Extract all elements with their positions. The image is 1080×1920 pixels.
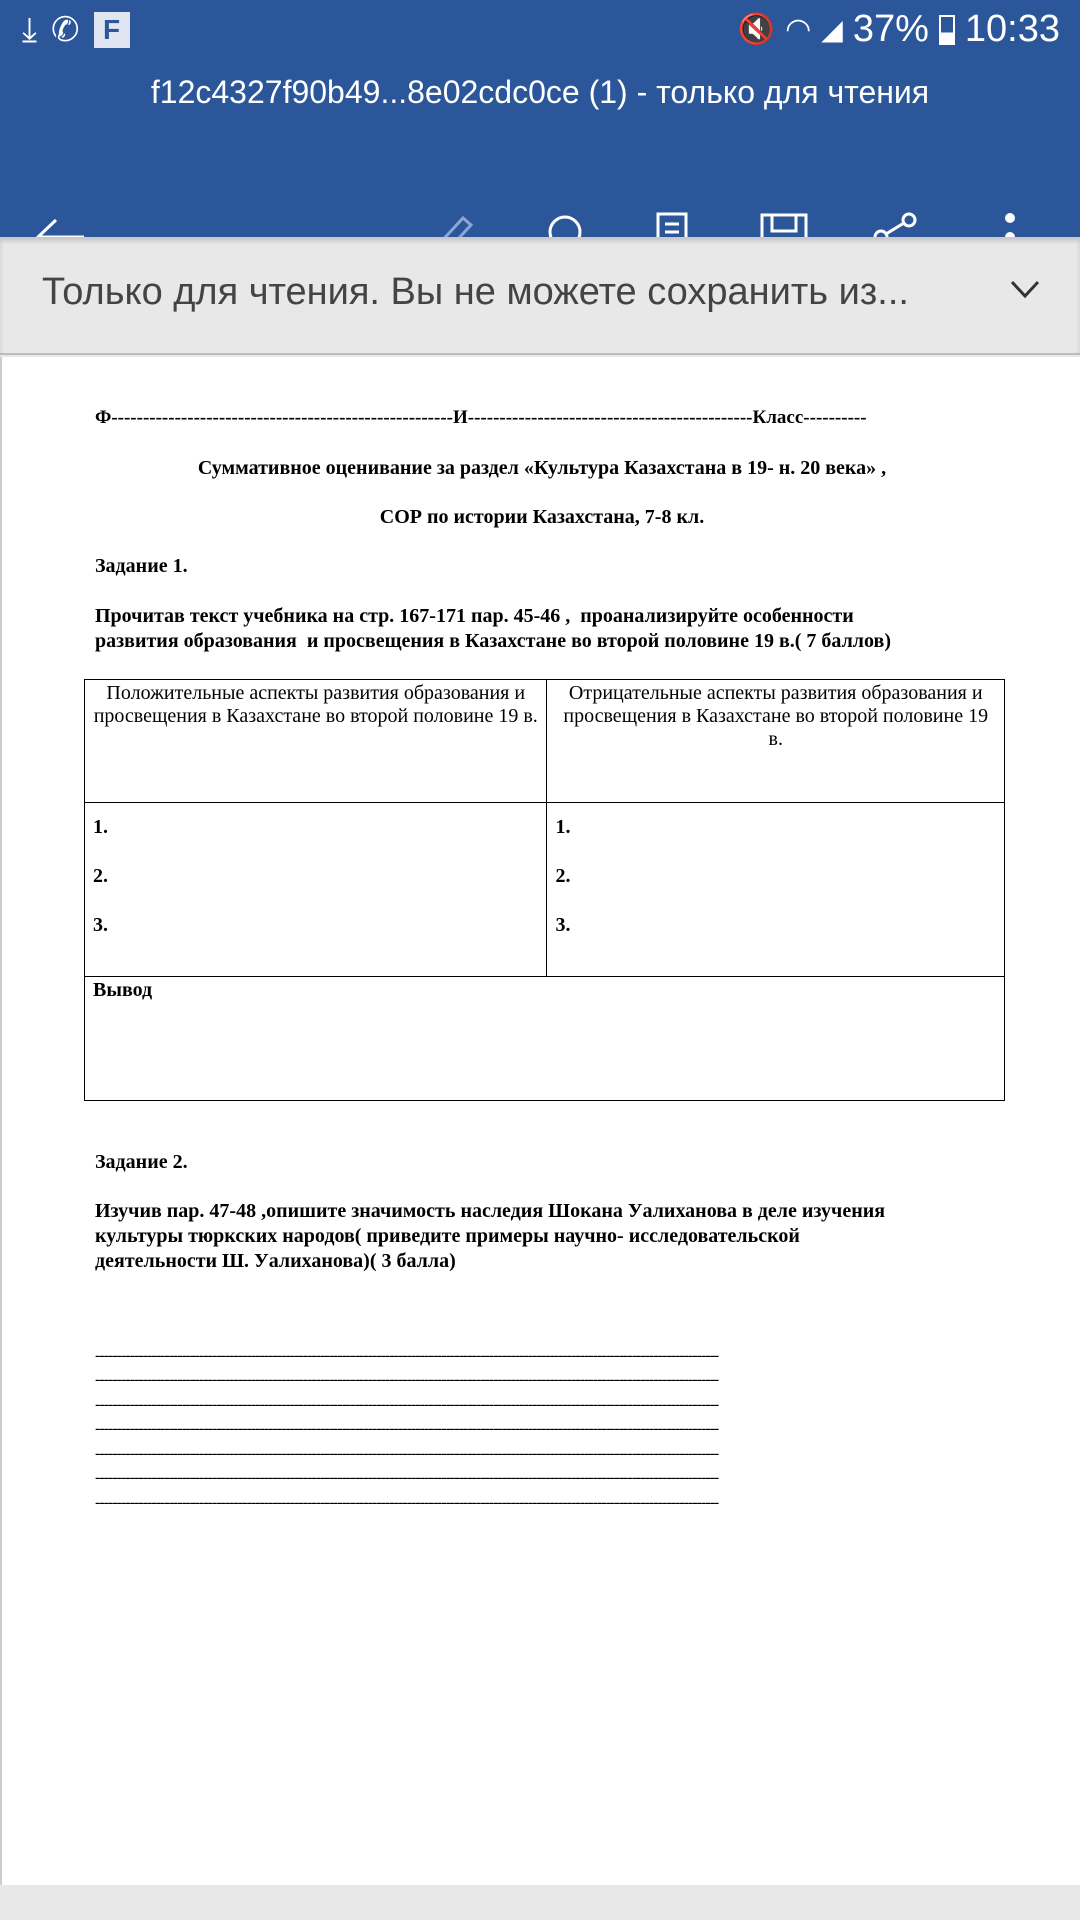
battery-icon — [939, 15, 955, 45]
download-icon: ⤓ — [22, 10, 38, 49]
conclusion-cell[interactable]: Вывод — [85, 977, 1005, 1101]
item-number: 1. — [555, 816, 571, 838]
answer-line: ------------------------------------------------------------------------------------------------------------------------------------------------ — [95, 1445, 719, 1462]
doc-subheading: СОР по истории Казахстана, 7-8 кл. — [379, 506, 705, 528]
answer-line: ------------------------------------------------------------------------------------------------------------------------------------------------ — [95, 1469, 719, 1486]
status-bar — [0, 0, 1080, 62]
negative-aspects-header: Отрицательные аспекты развития образования и просвещения в Казахстане во второй половине 19 в. — [547, 680, 1005, 803]
positive-aspects-header: Положительные аспекты развития образования и просвещения в Казахстане во второй половине 19 в. — [85, 680, 547, 803]
mute-icon: 🔇 — [737, 13, 776, 46]
item-number: 2. — [93, 865, 108, 887]
answer-line: ------------------------------------------------------------------------------------------------------------------------------------------------ — [95, 1396, 719, 1413]
flipboard-icon: F — [94, 12, 130, 48]
wifi-icon: ◠ — [785, 13, 812, 46]
answer-line: ------------------------------------------------------------------------------------------------------------------------------------------------ — [95, 1494, 719, 1511]
doc-heading: Суммативное оценивание за раздел «Культура Казахстана в 19- н. 20 века» , — [197, 457, 887, 479]
answer-line: ------------------------------------------------------------------------------------------------------------------------------------------------ — [95, 1371, 719, 1388]
task1-label: Задание 1. — [95, 555, 188, 577]
chevron-down-icon[interactable] — [1010, 279, 1040, 299]
document-title: f12c4327f90b49...8e02cdc0ce (1) - только для чтения — [150, 74, 930, 110]
task2-text: Изучив пар. 47-48 ,опишите значимость наследия Шокана Уалиханова в деле изучения — [95, 1200, 886, 1222]
item-number: 3. — [93, 914, 108, 936]
whatsapp-icon: ✆ — [51, 11, 80, 49]
task2-text: деятельности Ш. Уалиханова)( 3 балла) — [95, 1250, 456, 1272]
answer-line: ------------------------------------------------------------------------------------------------------------------------------------------------ — [95, 1347, 719, 1364]
item-number: 2. — [555, 865, 571, 887]
answer-line: ------------------------------------------------------------------------------------------------------------------------------------------------ — [95, 1420, 719, 1437]
item-number: 1. — [93, 816, 108, 838]
read-only-message: Только для чтения. Вы не можете сохранить из... — [42, 271, 909, 313]
task1-text: развития образования и просвещения в Казахстане во второй половине 19 в.( 7 баллов) — [95, 630, 891, 652]
negative-list[interactable] — [547, 803, 1005, 977]
task1-text: Прочитав текст учебника на стр. 167-171 пар. 45-46 , проанализируйте особенности — [95, 605, 854, 627]
item-number: 3. — [555, 914, 571, 936]
clock: 10:33 — [964, 8, 1060, 50]
name-class-line: Ф------------------------------------------------------И---------------------------------------------Класс---------- — [95, 407, 867, 428]
app-toolbar — [0, 62, 1080, 237]
battery-percent: 37% — [852, 8, 929, 50]
positive-list[interactable] — [85, 803, 547, 977]
task2-label: Задание 2. — [95, 1151, 188, 1173]
answer-table — [84, 679, 1005, 1101]
document-page — [0, 357, 1080, 1885]
signal-icon: ◢ — [821, 14, 843, 45]
read-only-banner[interactable] — [0, 237, 1080, 355]
task2-text: культуры тюркских народов( приведите примеры научно- исследовательской — [95, 1225, 800, 1247]
